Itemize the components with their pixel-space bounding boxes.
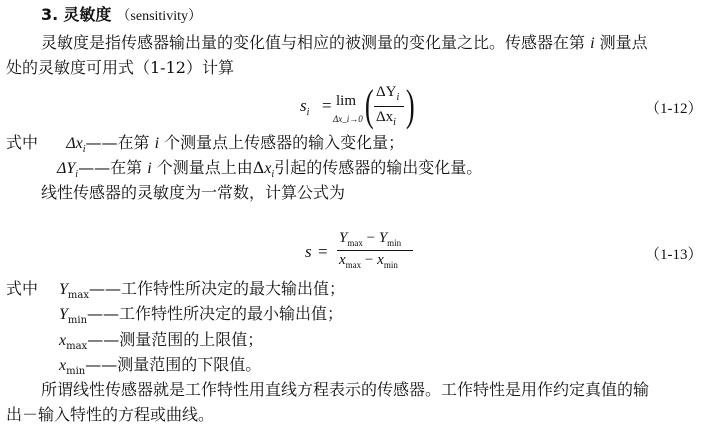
symbol-sub: min: [67, 315, 88, 326]
section-heading: [41, 5, 202, 27]
text: 个测量点上由Δ: [156, 158, 265, 177]
eq1-lim-sub: Δx_i→0: [333, 114, 363, 124]
var-x: x: [264, 160, 272, 177]
var-x-sub: i: [271, 169, 275, 180]
eq2-lhs: s: [305, 242, 312, 261]
text: ——在第: [78, 158, 143, 177]
where-2-item-2: [59, 304, 343, 325]
eq2-equals: =: [318, 242, 328, 261]
text: ——测量范围的上限值；: [87, 330, 264, 349]
where-2-item-1: [59, 279, 345, 300]
eq1-denominator: $\Delta x_i$: [376, 109, 396, 128]
text: 引起的传感器的输出变化量。: [274, 158, 483, 177]
eq1-paren-left: (: [364, 81, 374, 130]
where-label: 式中: [6, 133, 39, 152]
symbol: Δx: [66, 135, 83, 152]
where-1-item-2: [57, 158, 482, 179]
var-i: i: [590, 35, 595, 52]
paragraph-3-line-2: 出－输入特性的方程或曲线。: [6, 405, 215, 424]
paragraph-2: 线性传感器的灵敏度为一常数，计算公式为: [41, 183, 346, 202]
eq2-denominator: $x_{max} - x_{min}$: [339, 252, 398, 270]
symbol: x: [59, 357, 67, 374]
section-title: 灵敏度: [63, 5, 112, 24]
eq1-numerator: $\Delta Y_i$: [376, 84, 400, 103]
eq1-paren-right: ): [405, 81, 415, 130]
symbol-sub: max: [67, 290, 89, 301]
symbol-sub: max: [66, 341, 88, 352]
symbol: Y: [59, 281, 68, 298]
symbol: ΔY: [57, 160, 76, 177]
text: 灵敏度是指传感器输出量的变化值与相应的被测量的变化量之比。传感器在第: [41, 33, 586, 52]
where-2-label: 式中: [6, 279, 39, 298]
where-2-item-4: [59, 355, 261, 376]
eq2-numerator: $Y_{max} - Y_{min}$: [339, 230, 402, 248]
text: ——在第: [85, 133, 150, 152]
equation-1: [300, 81, 440, 130]
eq1-equals: =: [322, 96, 332, 115]
paragraph-3-line-1: 所谓线性传感器就是工作特性用直线方程表示的传感器。工作特性是用作约定真值的输: [41, 380, 650, 399]
equation-1-number: （1-12）: [645, 101, 703, 117]
symbol-sub: i: [75, 169, 79, 180]
text: 个测量点上传感器的输入变化量；: [164, 133, 405, 152]
where-2-item-3: [59, 330, 263, 351]
eq1-lim: lim: [336, 93, 357, 109]
symbol: x: [59, 332, 67, 349]
paragraph-1-line-2: 处的灵敏度可用式（1-12）计算: [6, 58, 234, 77]
eq2-fraction-bar: [337, 250, 413, 251]
var-i: i: [147, 160, 152, 177]
symbol-sub: i: [82, 144, 86, 155]
eq1-fraction-bar: [374, 106, 404, 107]
section-number: 3.: [41, 5, 59, 24]
section-title-en: （sensitivity）: [116, 9, 202, 24]
paragraph-1-line-1: [41, 33, 648, 54]
var-i: i: [154, 135, 160, 152]
eq1-lhs: $s_i$: [300, 96, 310, 118]
symbol-sub: min: [66, 366, 86, 377]
text: 测量点: [599, 33, 648, 52]
text: ——工作特性所决定的最大输出值；: [89, 279, 346, 298]
text: ——工作特性所决定的最小输出值；: [87, 304, 344, 323]
where-1-item-1: [6, 133, 404, 154]
text: ——测量范围的下限值。: [85, 355, 262, 374]
symbol: Y: [59, 306, 68, 323]
equation-2: [305, 230, 425, 276]
equation-2-number: （1-13）: [645, 247, 703, 263]
